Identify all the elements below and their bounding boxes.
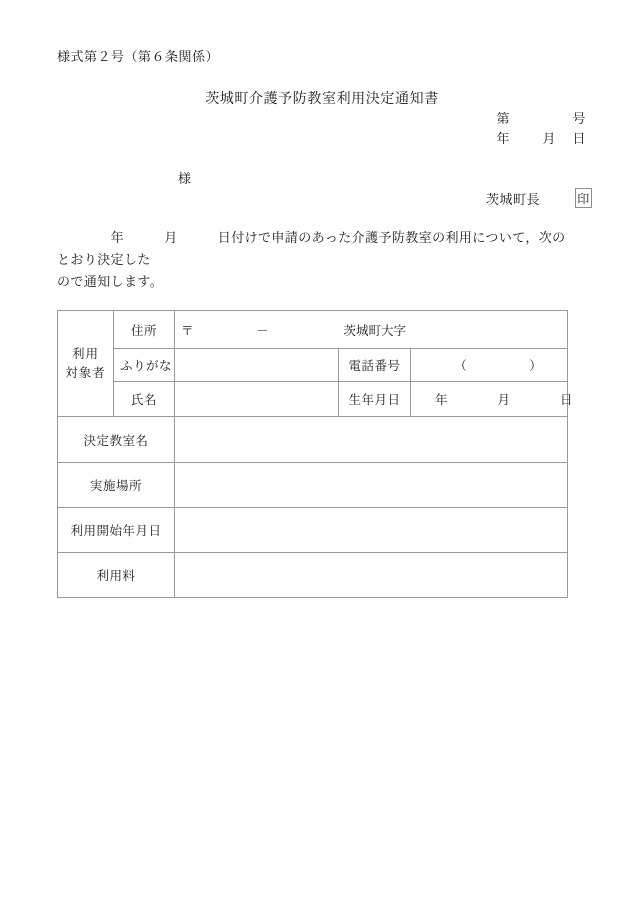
table-row-name <box>58 382 568 417</box>
seal-stamp-box: 印 <box>575 188 592 208</box>
phone-value: （ ） <box>454 359 542 373</box>
form-number: 様式第２号（第６条関係） <box>57 49 220 64</box>
body-paragraph <box>57 227 573 293</box>
venue-value[interactable] <box>175 463 568 508</box>
address-value: 〒 － 茨城町大字 <box>181 323 407 338</box>
table-row-venue <box>58 463 568 508</box>
document-number-row <box>452 108 586 128</box>
subject-group-label <box>58 311 114 417</box>
document-date-year-label: 年 <box>496 131 510 146</box>
subject-group-label-line2: 対象者 <box>65 365 106 380</box>
issuer-name: 茨城町長 <box>485 191 540 207</box>
body-paragraph-line-2: ので通知します。 <box>57 274 164 289</box>
subject-group-label-line1: 利用 <box>71 346 99 361</box>
name-label: 氏名 <box>114 382 175 417</box>
decision-form-table <box>57 310 573 598</box>
recipient-honorific: 様 <box>178 171 192 186</box>
birthdate-value: 年 月 日 <box>435 393 573 407</box>
document-date-row <box>452 128 586 148</box>
document-date-month-label: 月 <box>542 131 556 146</box>
document-number-label: 第 <box>496 111 510 126</box>
document-title: 茨城町介護予防教室利用決定通知書 <box>205 92 439 107</box>
address-label: 住所 <box>114 311 175 349</box>
class-name-value[interactable] <box>175 417 568 463</box>
furigana-value[interactable] <box>175 349 339 382</box>
address-value-cell[interactable] <box>175 311 568 349</box>
table-row-fee <box>58 553 568 598</box>
birthdate-label: 生年月日 <box>339 382 411 417</box>
fee-value[interactable] <box>175 553 568 598</box>
document-date-day-label: 日 <box>572 131 586 146</box>
start-date-value[interactable] <box>175 508 568 553</box>
document-number-unit: 号 <box>572 111 586 126</box>
table-row-start-date <box>58 508 568 553</box>
body-paragraph-line-1-text: 年 月 日付けで申請のあった介護予防教室の利用について，次のとおり決定した <box>57 230 566 267</box>
document-meta-block <box>452 108 586 148</box>
phone-label: 電話番号 <box>339 349 411 382</box>
start-date-label: 利用開始年月日 <box>58 508 175 553</box>
venue-label: 実施場所 <box>58 463 175 508</box>
body-paragraph-line-1 <box>57 227 573 271</box>
table-row-address <box>58 311 568 349</box>
table-row-class-name <box>58 417 568 463</box>
name-value[interactable] <box>175 382 339 417</box>
fee-label: 利用料 <box>58 553 175 598</box>
birthdate-value-cell[interactable] <box>411 382 573 417</box>
table-row-furigana <box>58 349 568 382</box>
furigana-label: ふりがな <box>114 349 175 382</box>
phone-value-cell[interactable] <box>411 349 568 382</box>
issuer-line <box>486 188 592 208</box>
class-name-label: 決定教室名 <box>58 417 175 463</box>
